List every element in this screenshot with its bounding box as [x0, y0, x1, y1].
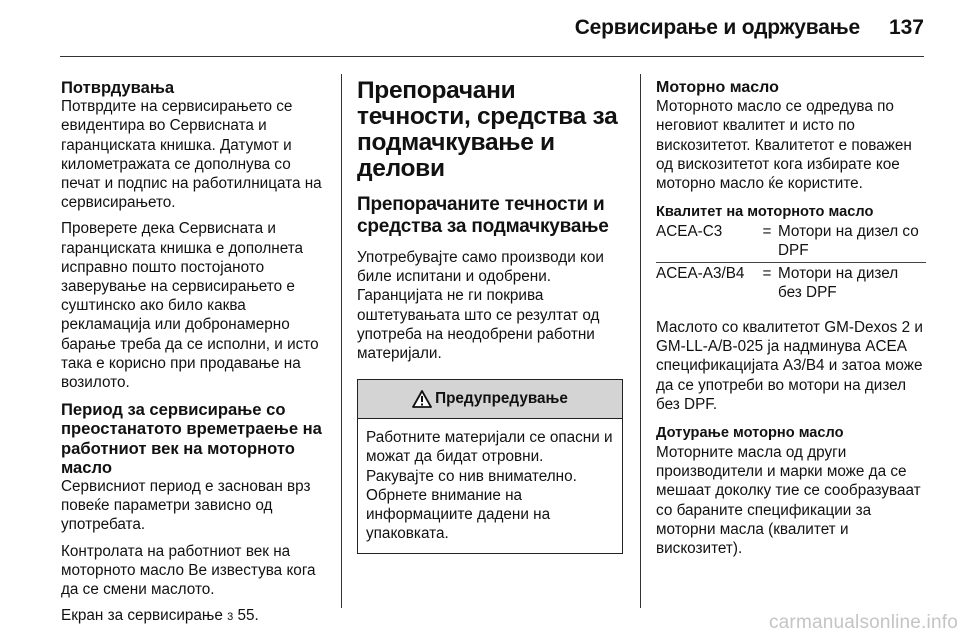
column-right: [656, 78, 926, 558]
paragraph-confirmations: Потврдите на сервисирањето се евидентира во Сервисната и гаранциската книшка. Датумот и километражата се дополнува со печат и подпис на работилницата на сервисирањето.: [61, 98, 322, 212]
warning-box: [357, 379, 623, 554]
table-row: [656, 262, 926, 302]
paragraph-approved-products: Употребувајте само производи кои биле испитани и одобрени. Гаранцијата не ги покрива оштетувањата што се резултат од употреба на неодобрени работни материјали.: [357, 249, 604, 363]
warning-header: [358, 380, 622, 419]
column-left: [61, 78, 327, 627]
paragraph-engine-oil: Моторното масло се одредува по неговиот квалитет и исто по вискозитетот. Квалитетот е поважен од вискозитетот кога избирате кое моторно масло ќе користите.: [656, 98, 912, 193]
header-rule: [60, 56, 924, 57]
paragraph-service-period: Сервисниот период е заснован врз повеќе параметри зависно од употребата.: [61, 478, 311, 534]
service-display-text: Екран за сервисирање: [61, 607, 223, 625]
warning-text: Работните материјали се опасни и можат да бидат отровни. Ракувајте со нив внимателно. Обрнете внимание на информациите дадени на упаковката.: [366, 429, 613, 543]
paragraph-check-booklet: Проверете дека Сервисната и гаранциската книшка е дополнета исправно пошто постојаното заверување на сервисирањето е суштинско ако било каква рекламација или добронамерно барање треба да се исполни, и исто така е корисно при продавање на возилото.: [61, 220, 319, 392]
warning-triangle-icon: [412, 390, 432, 408]
paragraph-dexos: Маслото со квалитетот GM-Dexos 2 и GM-LL-A/B-025 ја надминува ACEA спецификацијата A3/B4 и затоа може да се употреби во мотори на дизел без DPF.: [656, 319, 923, 413]
page-reference-arrow-icon: 3: [227, 611, 234, 624]
page-number: 137: [888, 16, 924, 39]
heading-oil-quality: Квалитет на моторното масло: [656, 204, 874, 221]
warning-title: Предупредување: [435, 390, 568, 408]
subheading-recommended-fluids: Препорачаните течности и средства за подмачкување: [357, 194, 609, 237]
page-reference-link[interactable]: 55.: [237, 607, 259, 625]
column-divider-right: [640, 74, 641, 608]
column-divider-left: [341, 74, 342, 608]
page-title: Сервисирање и одржување: [574, 16, 860, 39]
heading-engine-oil: Моторно масло: [656, 79, 779, 96]
table-row: [656, 222, 926, 262]
paragraph-oil-life: Контролата на работниот век на моторното масло Ве известува кога да се смени маслото.: [61, 542, 316, 599]
heading-recommended-fluids: Препорачани течности, средства за подмачкување и делови: [357, 77, 618, 182]
oil-quality-table: [656, 222, 926, 302]
heading-confirmations: Потврдувања: [61, 78, 175, 97]
heading-service-period: Период за сервисирање со преостанатото времетраење на работниот век на моторното масло: [61, 400, 322, 477]
table-cell-key: ACEA-A3/B4: [656, 264, 745, 282]
table-cell-value: Мотори на дизел без DPF: [778, 264, 899, 301]
paragraph-topping-up: Моторните масла од други производители и марки може да се мешаат доколку тие се сообразуваат со бараните спецификации за моторни масла (квалитет и вискозитет).: [656, 444, 921, 558]
table-cell-key: ACEA-C3: [656, 222, 756, 262]
table-cell-value: Мотори на дизел со DPF: [778, 222, 926, 262]
table-cell-equals: =: [762, 264, 772, 282]
table-cell-equals: =: [756, 222, 778, 262]
heading-topping-up: Дотурање моторно масло: [656, 425, 844, 442]
warning-body: [358, 419, 622, 553]
watermark: carmanualsonline.info: [768, 612, 958, 633]
column-middle: [357, 78, 625, 554]
paragraph-service-display: [61, 606, 327, 627]
